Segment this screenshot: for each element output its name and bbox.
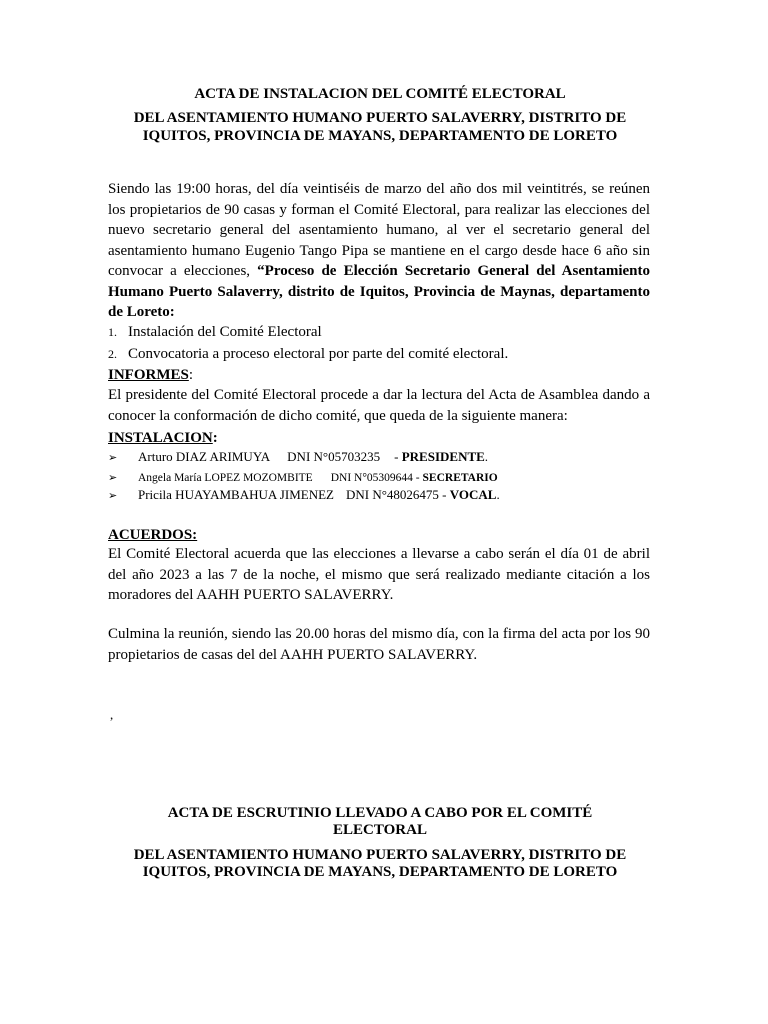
intro-bold-text: “Proceso de Elección Secretario General del Asentamiento Humano Puerto Salaverry, distrito de Iquitos, Provincia de Maynas, departamento de Loreto: [108,263,650,320]
doc2-title-line1b: ELECTORAL [333,822,427,838]
member-name: Arturo DIAZ ARIMUYA [138,449,271,464]
doc1-title-line1: ACTA DE INSTALACION DEL COMITÉ ELECTORAL [194,86,566,102]
member-row-secretario [108,468,498,487]
instalacion-colon: : [212,430,218,446]
arrow-bullet-icon: ➢ [108,472,118,484]
member-dni: DNI N°48026475 [345,487,439,502]
member-name: Pricila HUAYAMBAHUA JIMENEZ [138,487,334,502]
member-dni: DNI N°05309644 [330,472,413,484]
member-row-vocal [108,486,500,505]
acuerdos-heading [108,525,197,545]
member-separator: - [394,449,402,464]
acuerdos-heading-text: ACUERDOS: [108,527,198,543]
doc2-title-line1: ACTA DE ESCRUTINIO LLEVADO A CABO POR EL COMITÉ [167,805,593,821]
closing-paragraph: Culmina la reunión, siendo las 20.00 horas del mismo día, con la firma del acta por los 90 propietarios de casas del del AAHH PUERTO SALAVERRY. [108,626,650,663]
member-dni: DNI N°05703235 [287,449,381,464]
member-end: . [496,487,500,502]
informes-heading-text: INFORMES [108,367,189,383]
intro-text: Siendo las 19:00 horas, del día veintiséis de marzo del año dos mil veintitrés, se reúnen los propietarios de 90 casas y forman el Comité Electoral, para realizar las elecciones del nuevo secretario general del asentamiento humano, al ver el secretario general del asentamiento humano Eugenio Tango Pipa se mantiene en el cargo desde hace 6 año sin convocar a elecciones, [108,181,650,279]
doc1-title-line2: DEL ASENTAMIENTO HUMANO PUERTO SALAVERRY, DISTRITO DE [133,110,627,126]
doc2-title-line2: DEL ASENTAMIENTO HUMANO PUERTO SALAVERRY, DISTRITO DE [133,847,627,863]
agenda-item-1 [108,322,322,342]
member-role: SECRETARIO [422,472,498,484]
agenda-item-text: Convocatoria a proceso electoral por parte del comité electoral. [128,346,509,362]
agenda-item-number: 1. [108,325,117,339]
doc2-title-line3: IQUITOS, PROVINCIA DE MAYANS, DEPARTAMENTO DE LORETO [142,864,618,880]
agenda-item-number: 2. [108,347,117,361]
informes-paragraph: El presidente del Comité Electoral procede a dar la lectura del Acta de Asamblea dando a conocer la conformación de dicho comité, que queda de la siguiente manera: [108,387,650,424]
informes-colon: : [188,367,194,383]
member-separator: - [438,487,450,502]
stray-mark: , [110,707,114,722]
agenda-item-text: Instalación del Comité Electoral [128,324,322,340]
agenda-item-2 [108,344,508,364]
member-role: PRESIDENTE [401,449,485,464]
acuerdos-paragraph: El Comité Electoral acuerda que las elecciones a llevarse a cabo serán el día 01 de abril del año 2023 a las 7 de la noche, el mismo que será realizado mediante citación a los moradores del AAHH PUERTO SALAVERRY. [108,546,650,603]
member-name: Angela María LOPEZ MOZOMBITE [138,472,313,484]
member-row-presidente [108,448,488,467]
informes-heading [108,365,193,385]
doc1-title-line3: IQUITOS, PROVINCIA DE MAYANS, DEPARTAMENTO DE LORETO [142,128,618,144]
doc1-intro-paragraph [108,179,650,323]
instalacion-heading-text: INSTALACION [108,430,213,446]
member-role: VOCAL [449,487,497,502]
arrow-bullet-icon: ➢ [108,452,118,464]
instalacion-heading [108,428,218,448]
member-end: . [484,449,489,464]
member-separator: - [412,472,423,484]
arrow-bullet-icon: ➢ [108,490,118,502]
